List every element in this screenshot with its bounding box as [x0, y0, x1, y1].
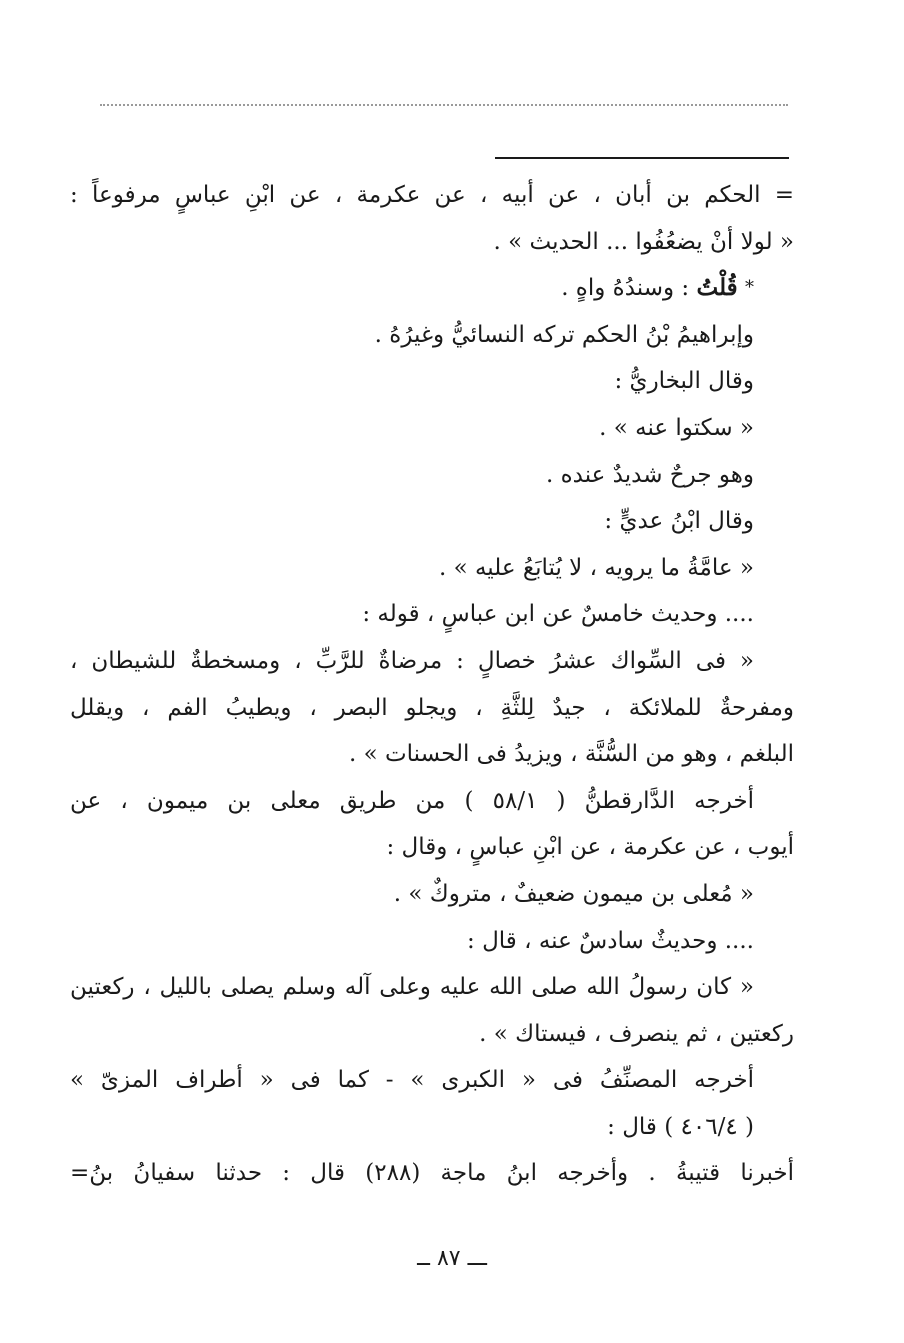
footnote-text — [70, 172, 794, 1197]
text-line: ومفرحةٌ للملائكة ، جيدٌ لِلثَّةِ ، ويجلو البصر ، ويطيبُ الفم ، ويقلل — [70, 694, 794, 721]
text-line: .... وحديث خامسٌ عن ابن عباسٍ ، قوله : — [362, 601, 754, 628]
text-line: « مُعلى بن ميمون ضعيفٌ ، متروكٌ » . — [393, 880, 754, 907]
author-note-marker: قُلْتُ — [696, 274, 738, 302]
page-number: ـــ ٨٧ ــ — [417, 1246, 487, 1271]
text-line: ركعتين ، ثم ينصرف ، فيستاك » . — [479, 1020, 794, 1047]
text-line: « كان رسولُ الله صلى الله عليه وعلى آله وسلم يصلى بالليل ، ركعتين — [70, 974, 754, 1001]
text-line: وهو جرحٌ شديدٌ عنده . — [545, 461, 754, 488]
text-line: « لولا أنْ يضعُفُوا ... الحديث » . — [493, 228, 794, 255]
text-line: أخبرنا قتيبةُ . وأخرجه ابنُ ماجة (٢٨٨) قال : حدثنا سفيانُ بنُ= — [70, 1160, 794, 1187]
text-line: = الحكم بن أبان ، عن أبيه ، عن عكرمة ، عن ابْنِ عباسٍ مرفوعاً : — [70, 182, 794, 208]
text-line: ( ٤٠٦/٤ ) قال : — [607, 1113, 754, 1140]
text-line-rest: : وسندُهُ واهٍ . — [561, 275, 697, 302]
text-line: وقال البخاريُّ : — [614, 368, 754, 395]
text-line: أيوب ، عن عكرمة ، عن ابْنِ عباسٍ ، وقال : — [386, 834, 794, 861]
footnote-separator-rule — [495, 157, 789, 159]
header-dotted-rule — [100, 104, 788, 106]
text-line: وقال ابْنُ عديٍّ : — [604, 508, 754, 535]
text-line — [70, 265, 794, 312]
text-line: « فى السِّواك عشرُ خصالٍ : مرضاةٌ للرَّبِّ ، ومسخطةٌ للشيطان ، — [70, 647, 754, 674]
text-line: « سكتوا عنه » . — [599, 414, 754, 441]
text-line: وإبراهيمُ بْنُ الحكم تركه النسائيُّ وغيرُهُ . — [374, 321, 754, 348]
text-line: البلغم ، وهو من السُّنَّة ، ويزيدُ فى الحسنات » . — [348, 741, 794, 768]
text-line: « عامَّةُ ما يرويه ، لا يُتابَعُ عليه » . — [438, 554, 754, 581]
text-line: أخرجه الدَّارقطنُّ ( ٥٨/١ ) من طريق معلى بن ميمون ، عن — [70, 787, 755, 814]
text-line: أخرجه المصنِّفُ فى « الكبرى » - كما فى « أطراف المزىّ » — [70, 1067, 754, 1094]
asterisk-icon: * — [745, 277, 754, 299]
text-line: .... وحديثٌ سادسٌ عنه ، قال : — [467, 927, 754, 954]
